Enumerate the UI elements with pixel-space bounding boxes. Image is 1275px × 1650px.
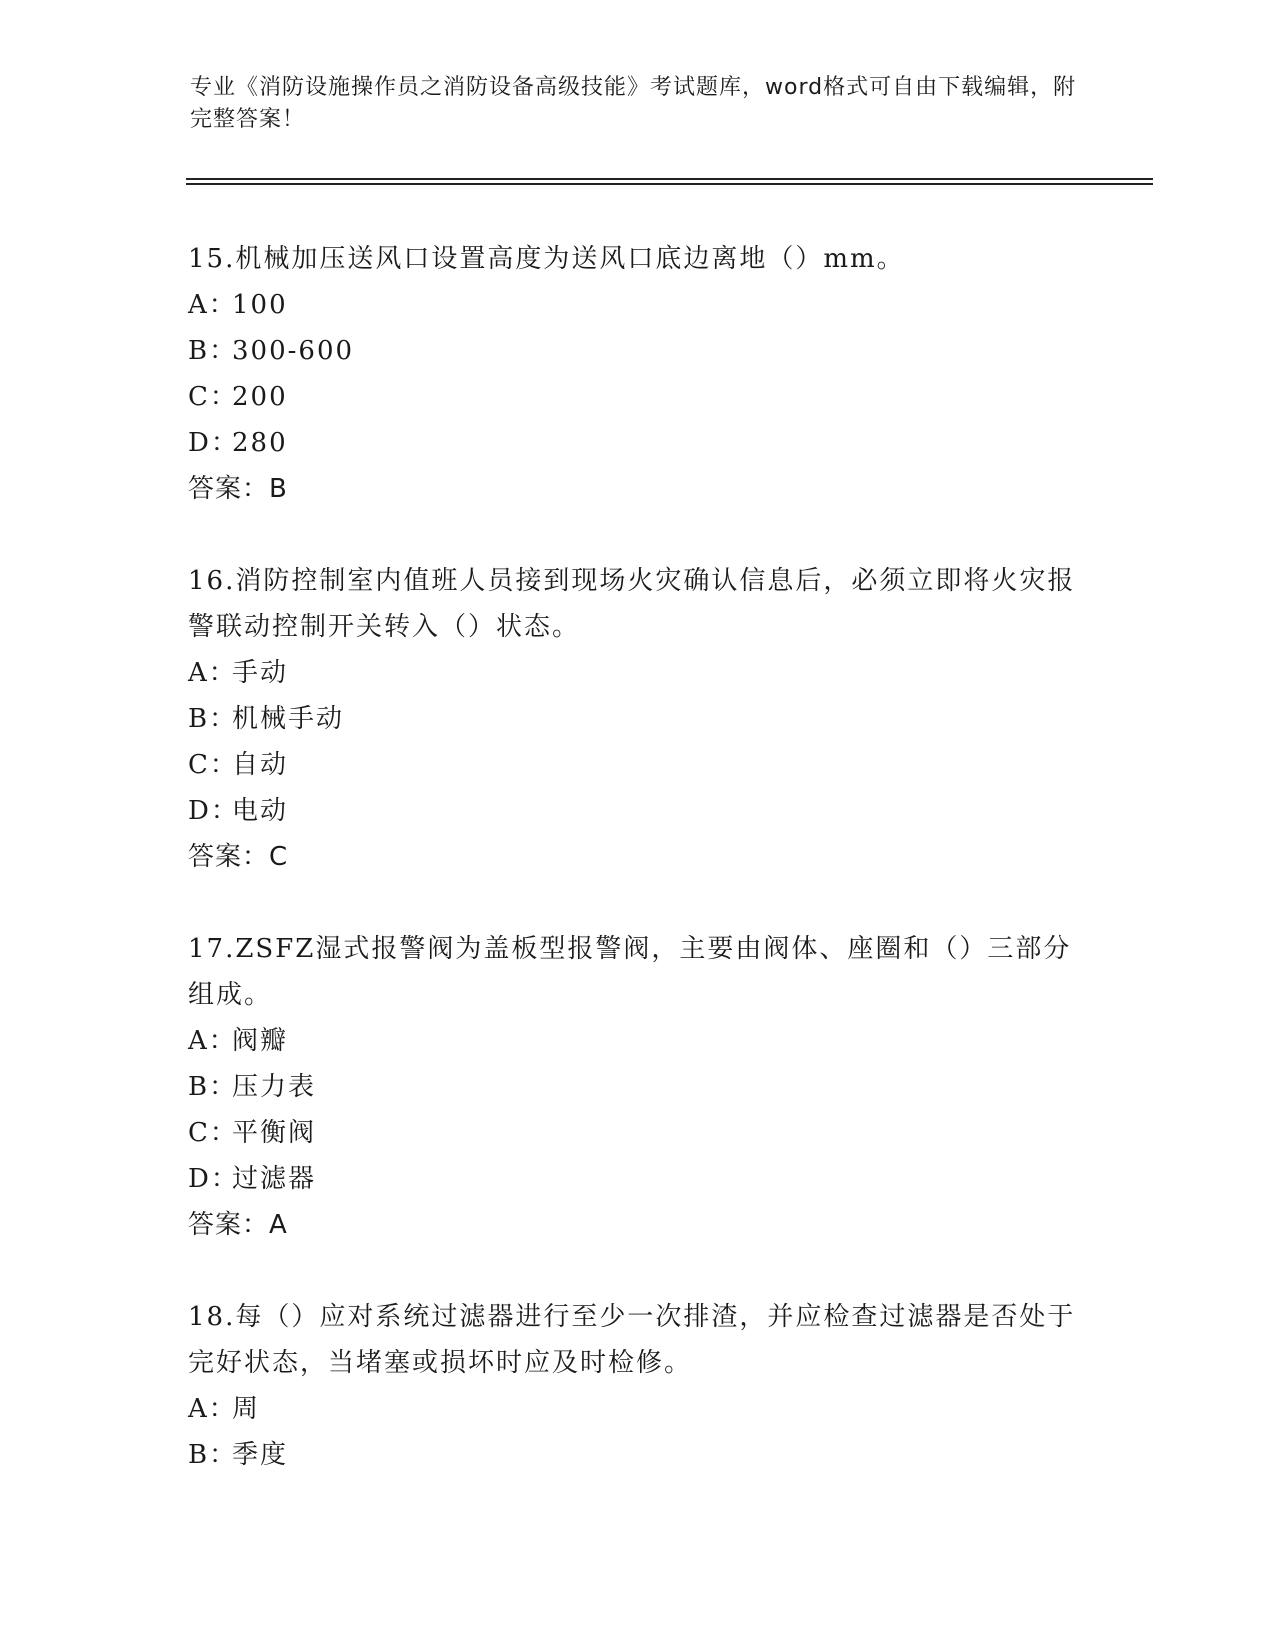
- option-text: 100: [232, 290, 288, 320]
- question-stem: 17.ZSFZ湿式报警阀为盖板型报警阀，主要由阀体、座圈和（）三部分组成。: [188, 934, 1072, 1010]
- answer: 答案：B: [188, 474, 288, 504]
- option-letter: D：: [188, 796, 239, 826]
- option-d: [188, 1156, 1088, 1202]
- option-letter: C：: [188, 1118, 238, 1148]
- option-text: 周: [232, 1394, 261, 1424]
- option-a: [188, 1018, 1088, 1064]
- option-a: [188, 650, 1088, 696]
- option-d: [188, 420, 1088, 466]
- option-b: [188, 1064, 1088, 1110]
- question-list: [188, 236, 1088, 1524]
- option-letter: B：: [188, 704, 238, 734]
- option-letter: B：: [188, 336, 238, 366]
- option-d: [188, 788, 1088, 834]
- option-text: 280: [232, 428, 288, 458]
- option-letter: D：: [188, 1164, 239, 1194]
- option-letter: A：: [188, 1394, 237, 1424]
- option-text: 电动: [232, 796, 289, 826]
- option-c: [188, 742, 1088, 788]
- question-16: [188, 558, 1088, 880]
- option-letter: B：: [188, 1072, 238, 1102]
- option-a: [188, 1386, 1088, 1432]
- option-letter: A：: [188, 1026, 237, 1056]
- question-stem: 18.每（）应对系统过滤器进行至少一次排渣，并应检查过滤器是否处于完好状态，当堵塞或损坏时应及时检修。: [188, 1302, 1076, 1378]
- question-15: [188, 236, 1088, 512]
- option-text: 机械手动: [232, 704, 345, 734]
- option-text: 阀瓣: [232, 1026, 289, 1056]
- question-17: [188, 926, 1088, 1248]
- option-b: [188, 1432, 1088, 1478]
- header-divider-bottom: [186, 183, 1153, 185]
- option-letter: A：: [188, 658, 237, 688]
- option-c: [188, 374, 1088, 420]
- document-header: 专业《消防设施操作员之消防设备高级技能》考试题库，word格式可自由下载编辑，附完整答案！: [190, 75, 1077, 132]
- option-letter: D：: [188, 428, 239, 458]
- option-text: 手动: [232, 658, 289, 688]
- option-text: 季度: [232, 1440, 289, 1470]
- option-letter: B：: [188, 1440, 238, 1470]
- header-divider-top: [186, 178, 1153, 180]
- option-text: 自动: [232, 750, 289, 780]
- option-text: 200: [232, 382, 288, 412]
- option-text: 过滤器: [232, 1164, 317, 1194]
- question-18: [188, 1294, 1088, 1478]
- option-text: 平衡阀: [232, 1118, 317, 1148]
- option-letter: C：: [188, 382, 238, 412]
- option-b: [188, 328, 1088, 374]
- option-letter: A：: [188, 290, 237, 320]
- option-text: 压力表: [232, 1072, 317, 1102]
- option-c: [188, 1110, 1088, 1156]
- answer: 答案：C: [188, 842, 289, 872]
- answer: 答案：A: [188, 1210, 288, 1240]
- option-letter: C：: [188, 750, 238, 780]
- question-stem: 15.机械加压送风口设置高度为送风口底边离地（）mm。: [188, 244, 905, 274]
- option-b: [188, 696, 1088, 742]
- question-stem: 16.消防控制室内值班人员接到现场火灾确认信息后，必须立即将火灾报警联动控制开关转入（）状态。: [188, 566, 1076, 642]
- option-text: 300-600: [232, 336, 355, 366]
- option-a: [188, 282, 1088, 328]
